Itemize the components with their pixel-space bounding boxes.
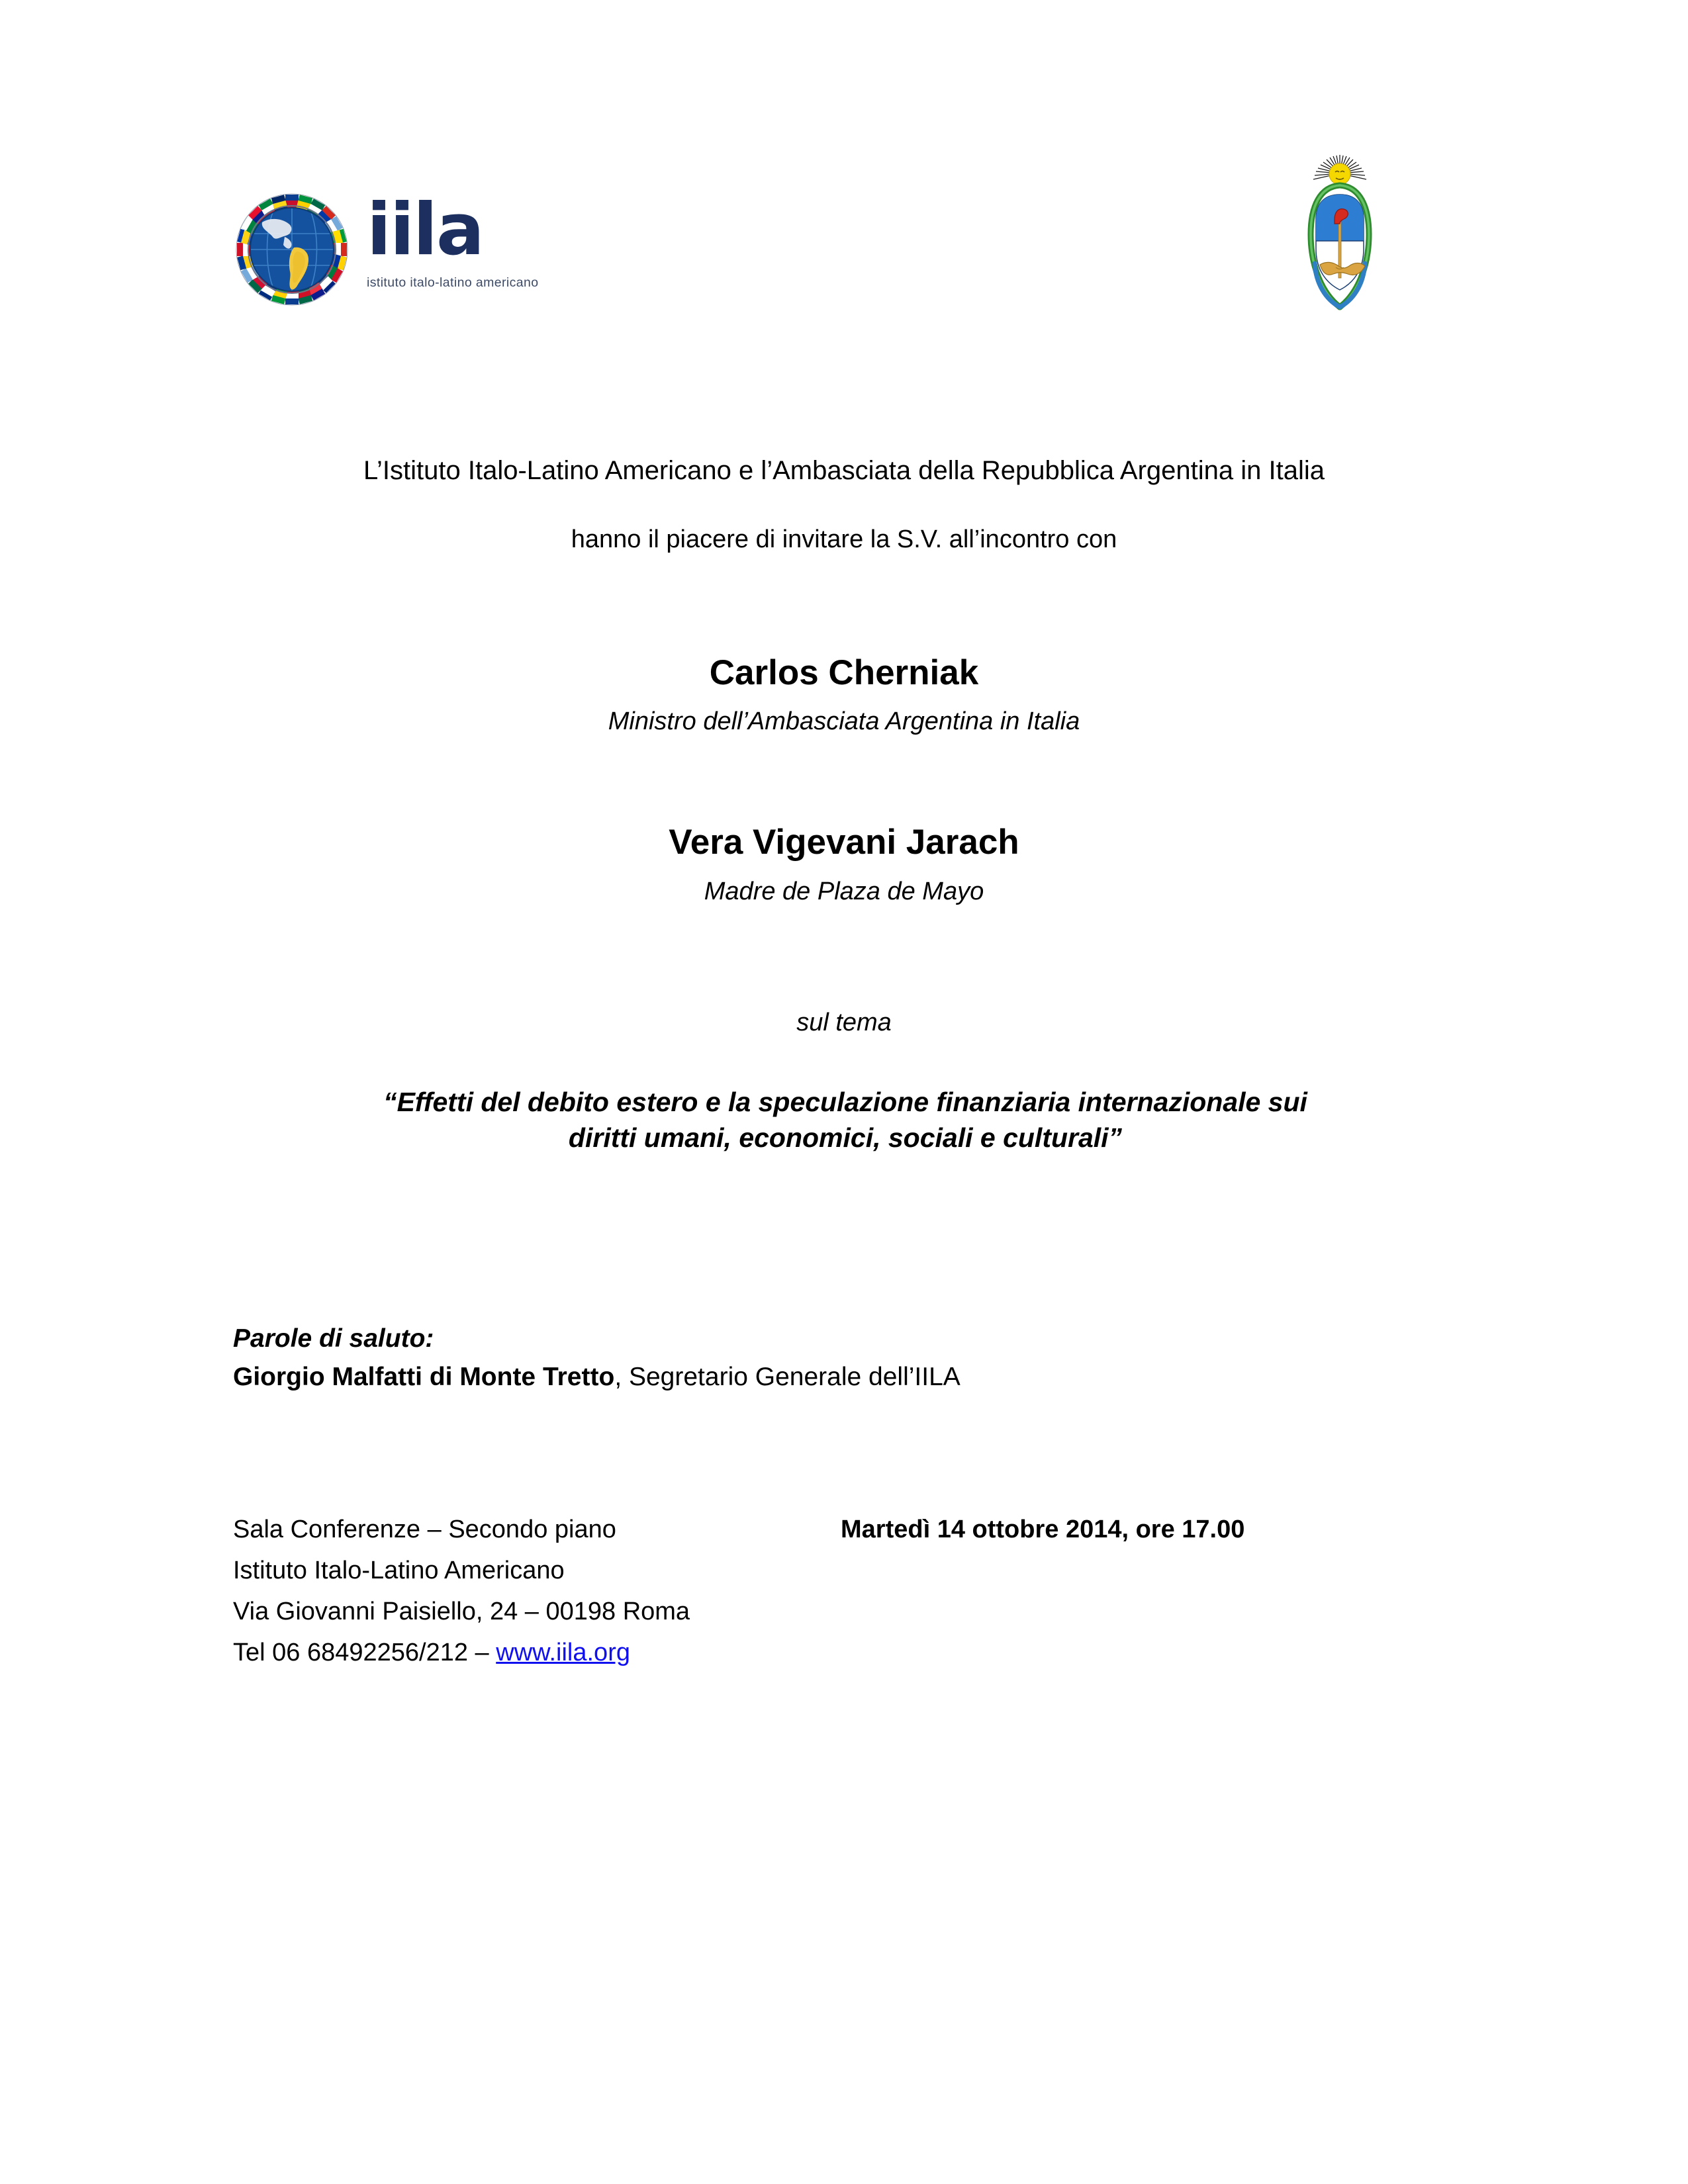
venue-line-3: Via Giovanni Paisiello, 24 – 00198 Roma (233, 1598, 690, 1625)
iila-wordmark-text: iila (367, 189, 483, 271)
topic-title-line-1: “Effetti del debito estero e la speculazione finanziaria internazionale sui (383, 1087, 1307, 1117)
header-band (0, 0, 1688, 371)
topic-prefix: sul tema (796, 1009, 892, 1036)
topic-title (253, 1084, 1438, 1156)
greetings-person-title: , Segretario Generale dell’IILA (614, 1363, 961, 1391)
speaker-name-2: Vera Vigevani Jarach (669, 823, 1019, 862)
iila-wordmark (367, 189, 565, 291)
speaker-name-1: Carlos Cherniak (709, 653, 979, 692)
footer-row-1 (233, 1514, 1491, 1555)
globe-with-flags-ring-icon (233, 191, 351, 308)
intro-line-1: L’Istituto Italo-Latino Americano e l’Ambasciata della Repubblica Argentina in Italia (363, 456, 1325, 485)
greetings-person (233, 1362, 961, 1392)
venue-line-1: Sala Conferenze – Secondo piano (233, 1516, 616, 1543)
phone-text: Tel 06 68492256/212 – (233, 1639, 496, 1666)
topic-title-line-2: diritti umani, economici, sociali e culturali” (568, 1122, 1123, 1153)
footer-row-3 (233, 1596, 1491, 1637)
greetings-person-name: Giorgio Malfatti di Monte Tretto (233, 1363, 615, 1391)
footer-row-2 (233, 1555, 1491, 1596)
argentina-coat-of-arms-icon (1305, 151, 1374, 324)
speaker-role-1: Ministro dell’Ambasciata Argentina in Italia (608, 707, 1080, 735)
venue-line-2: Istituto Italo-Latino Americano (233, 1557, 565, 1584)
event-date: Martedì 14 ottobre 2014, ore 17.00 (841, 1516, 1245, 1543)
website-link[interactable]: www.iila.org (496, 1639, 630, 1666)
footer-details (233, 1514, 1491, 1678)
speaker-role-2: Madre de Plaza de Mayo (704, 878, 984, 905)
venue-line-4 (233, 1637, 630, 1668)
greetings-label: Parole di saluto: (233, 1324, 434, 1353)
iila-tagline: istituto italo-latino americano (367, 275, 539, 290)
iila-logo (233, 191, 564, 323)
intro-line-2: hanno il piacere di invitare la S.V. all’incontro con (571, 525, 1117, 553)
footer-row-4 (233, 1637, 1491, 1678)
